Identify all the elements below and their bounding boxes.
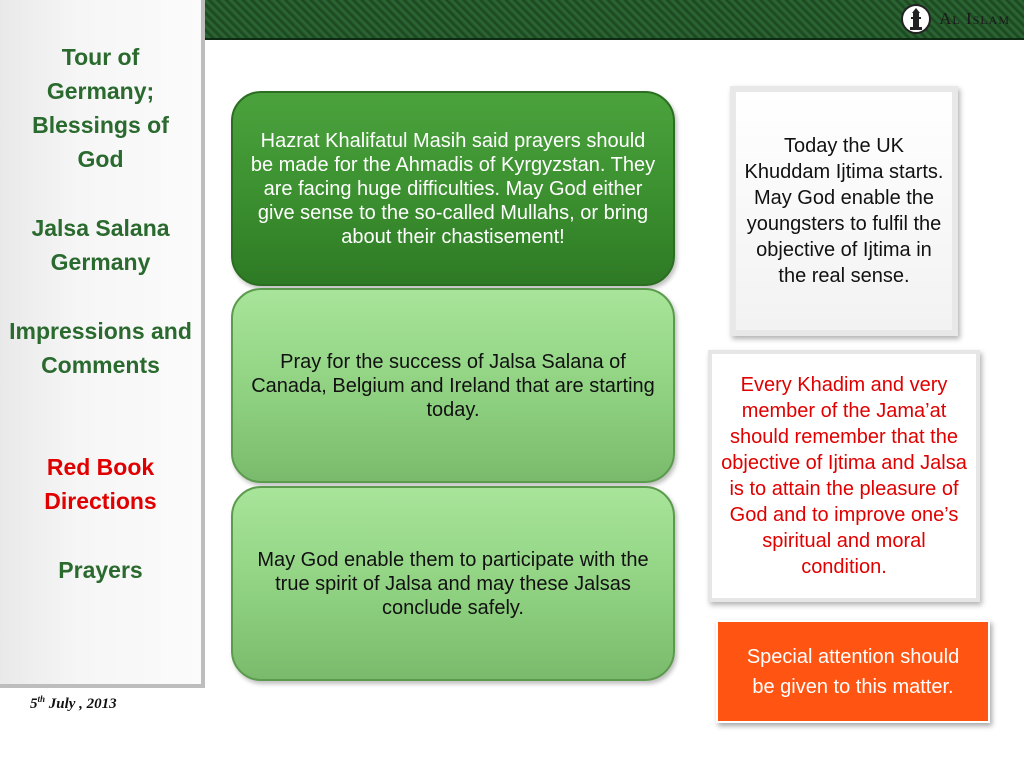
brand-title: Al Islam — [939, 9, 1010, 28]
top-banner — [205, 0, 1024, 40]
date-rest: July , 2013 — [45, 696, 117, 712]
sidebar-item-red-book-directions: Red Book Directions — [44, 454, 157, 514]
sidebar-item-impressions: Impressions and Comments — [9, 318, 192, 378]
sidebar — [0, 0, 205, 688]
khadim-note-text: Every Khadim and very member of the Jama’at should remember that the objective of Ijtima and Jalsa is to attain the pleasure of God and to improve one’s spiritual and moral condition. — [721, 374, 967, 578]
khadim-note-card — [708, 350, 980, 602]
prayer-box-jalsa-success — [231, 288, 675, 483]
brand — [901, 3, 1010, 35]
slide-date — [30, 694, 117, 713]
date-suffix: th — [37, 694, 46, 704]
special-attention-text: Special attention should be given to this matter. — [746, 645, 960, 698]
sidebar-item-jalsa-salana-germany: Jalsa Salana Germany — [31, 215, 170, 275]
uk-ijtima-card — [730, 86, 958, 336]
sidebar-item-prayers: Prayers — [58, 557, 143, 583]
prayer-box-text: May God enable them to participate with the true spirit of Jalsa and may these Jalsas conclude safely. — [257, 548, 649, 619]
minaret-logo-icon — [901, 4, 931, 34]
prayer-box-jalsa-conclude — [231, 486, 675, 681]
prayer-box-kyrgyzstan — [231, 91, 675, 286]
prayer-box-text: Hazrat Khalifatul Masih said prayers should be made for the Ahmadis of Kyrgyzstan. They are facing huge difficulties. May God either give sense to the so-called Mullahs, or bring about their chastisement! — [250, 129, 656, 248]
special-attention-card — [716, 620, 990, 723]
uk-ijtima-text: Today the UK Khuddam Ijtima starts. May God enable the youngsters to fulfil the objective of Ijtima in the real sense. — [744, 135, 944, 287]
sidebar-item-tour-of-germany: Tour of Germany; Blessings of God — [32, 44, 169, 172]
date-day: 5 — [30, 696, 38, 712]
prayer-box-text: Pray for the success of Jalsa Salana of Canada, Belgium and Ireland that are starting today. — [251, 350, 655, 421]
